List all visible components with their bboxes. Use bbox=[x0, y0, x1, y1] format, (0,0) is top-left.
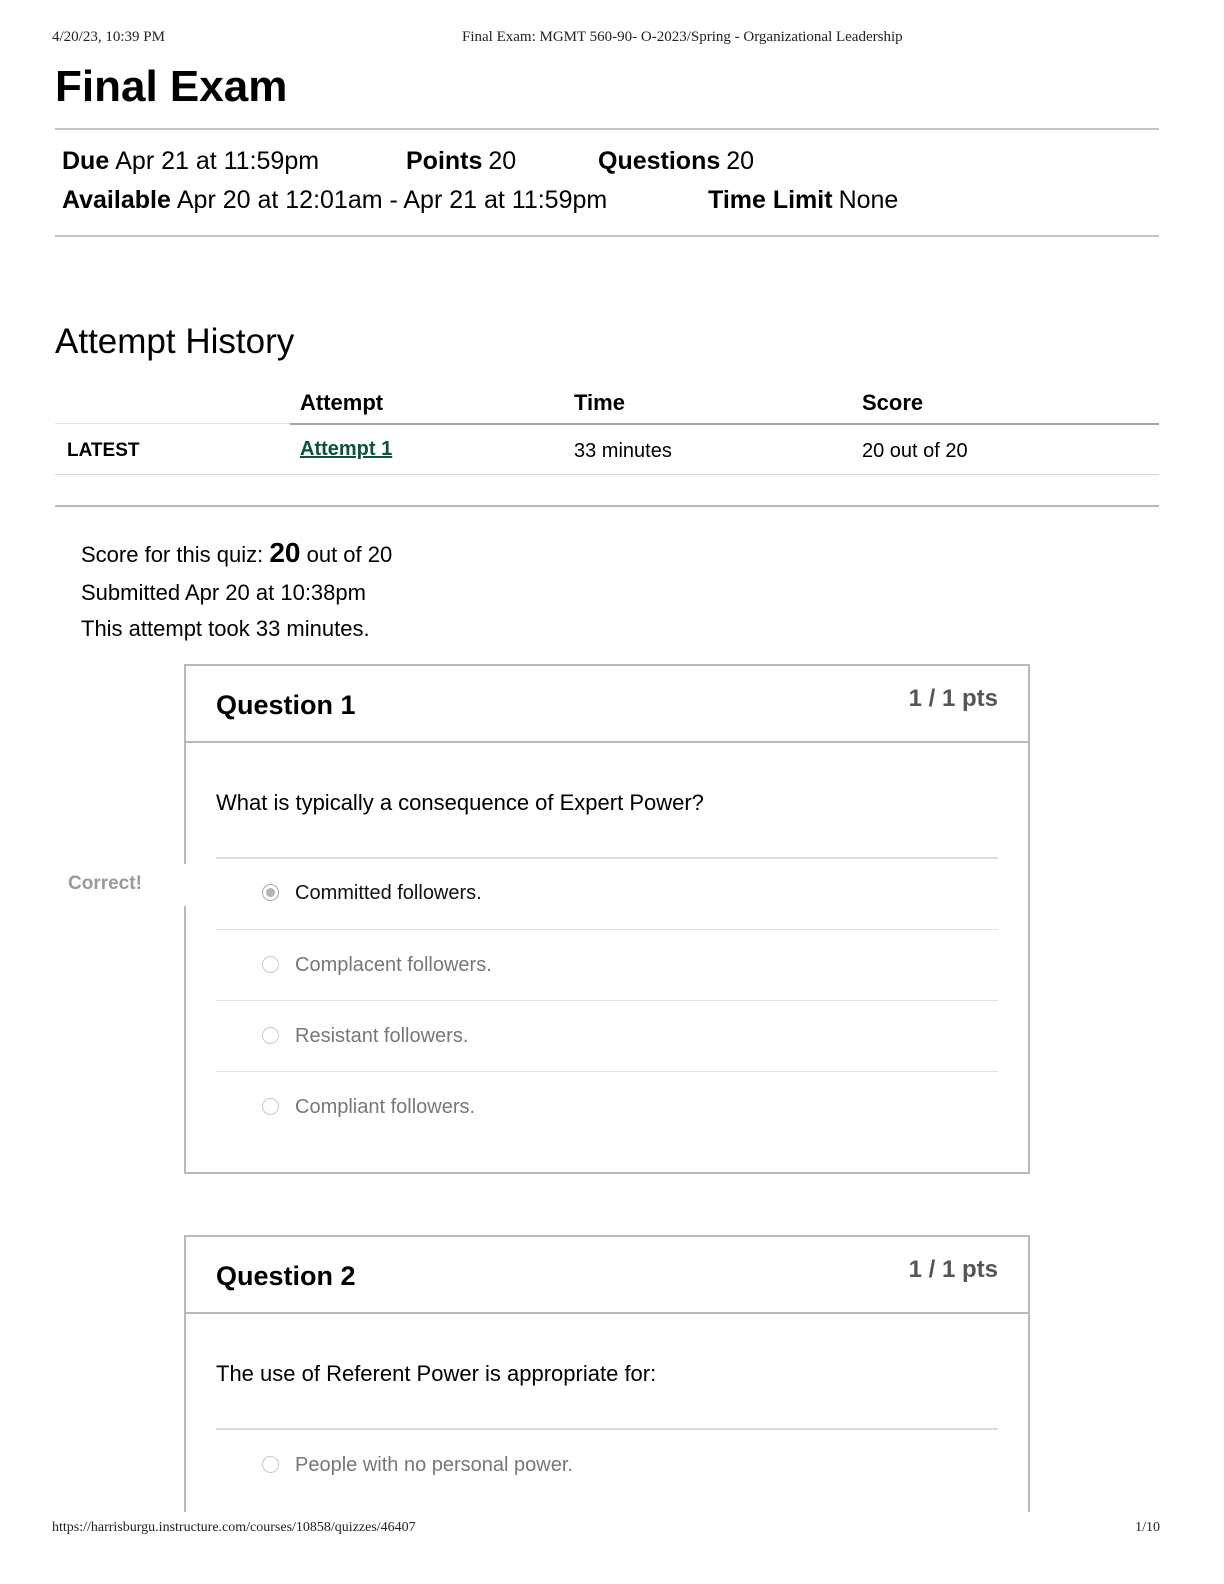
radio-selected-icon[interactable] bbox=[262, 884, 279, 901]
meta-divider bbox=[55, 235, 1159, 237]
page-title: Final Exam bbox=[55, 62, 288, 111]
questions-value: 20 bbox=[726, 147, 755, 175]
column-header-attempt: Attempt bbox=[300, 390, 384, 415]
table-header-underline bbox=[290, 423, 1159, 425]
questions-label: Questions bbox=[598, 147, 721, 175]
points-meta bbox=[406, 147, 516, 176]
question-points: 1 / 1 pts bbox=[908, 1256, 998, 1283]
answer-divider bbox=[216, 1071, 998, 1072]
quiz-score-summary bbox=[81, 537, 392, 569]
available-label: Available bbox=[62, 186, 171, 214]
attempt-status-badge: LATEST bbox=[67, 440, 140, 461]
submitted-text: Submitted Apr 20 at 10:38pm bbox=[81, 580, 366, 605]
attempt-link[interactable]: Attempt 1 bbox=[300, 438, 393, 460]
score-prefix: Score for this quiz: bbox=[81, 542, 264, 567]
attempt-time: 33 minutes bbox=[574, 440, 672, 462]
column-header-score: Score bbox=[862, 390, 924, 415]
correct-answer-label: Correct! bbox=[68, 873, 142, 894]
due-label: Due bbox=[62, 147, 110, 175]
print-page-number: 1/10 bbox=[1135, 1520, 1160, 1535]
radio-icon[interactable] bbox=[262, 1027, 279, 1044]
history-divider bbox=[55, 505, 1159, 507]
print-footer bbox=[52, 1520, 1160, 1540]
time-limit-meta bbox=[708, 186, 898, 215]
question-card bbox=[184, 664, 1030, 1174]
answer-label: People with no personal power. bbox=[295, 1454, 573, 1476]
table-row-line bbox=[55, 474, 1159, 475]
answer-label: Complacent followers. bbox=[295, 954, 492, 976]
print-timestamp: 4/20/23, 10:39 PM bbox=[52, 29, 165, 45]
questions-meta bbox=[598, 147, 754, 176]
answer-label: Committed followers. bbox=[295, 882, 482, 904]
print-header bbox=[52, 29, 1160, 49]
due-meta bbox=[62, 147, 319, 176]
score-value: 20 bbox=[269, 537, 301, 568]
question-divider bbox=[216, 1428, 998, 1430]
attempt-history-title: Attempt History bbox=[55, 322, 295, 361]
points-value: 20 bbox=[488, 147, 517, 175]
answer-label: Compliant followers. bbox=[295, 1096, 476, 1118]
question-text: The use of Referent Power is appropriate for: bbox=[216, 1361, 657, 1386]
column-header-time: Time bbox=[574, 390, 625, 415]
points-label: Points bbox=[406, 147, 483, 175]
radio-icon[interactable] bbox=[262, 1098, 279, 1115]
print-document-title: Final Exam: MGMT 560-90- O-2023/Spring - Organizational Leadership bbox=[462, 29, 903, 45]
question-text: What is typically a consequence of Expert Power? bbox=[216, 790, 704, 815]
question-title: Question 2 bbox=[216, 1261, 356, 1291]
radio-icon[interactable] bbox=[262, 1456, 279, 1473]
score-suffix: out of 20 bbox=[306, 542, 393, 567]
question-divider bbox=[216, 857, 998, 859]
duration-text: This attempt took 33 minutes. bbox=[81, 616, 370, 641]
available-meta bbox=[62, 186, 607, 215]
answer-label: Resistant followers. bbox=[295, 1025, 469, 1047]
due-value: Apr 21 at 11:59pm bbox=[115, 147, 320, 175]
question-header bbox=[186, 1237, 1028, 1314]
question-title: Question 1 bbox=[216, 690, 356, 720]
question-card bbox=[184, 1235, 1030, 1537]
answer-divider bbox=[216, 1000, 998, 1001]
time-limit-value: None bbox=[838, 186, 899, 214]
correct-marker-gap bbox=[182, 864, 188, 906]
answer-divider bbox=[216, 929, 998, 930]
available-value: Apr 20 at 12:01am - Apr 21 at 11:59pm bbox=[176, 186, 608, 214]
title-divider bbox=[55, 128, 1159, 130]
radio-icon[interactable] bbox=[262, 956, 279, 973]
question-points: 1 / 1 pts bbox=[908, 685, 998, 712]
question-header bbox=[186, 666, 1028, 743]
attempt-score: 20 out of 20 bbox=[862, 440, 968, 462]
print-url: https://harrisburgu.instructure.com/courses/10858/quizzes/46407 bbox=[52, 1520, 416, 1535]
time-limit-label: Time Limit bbox=[708, 186, 833, 214]
